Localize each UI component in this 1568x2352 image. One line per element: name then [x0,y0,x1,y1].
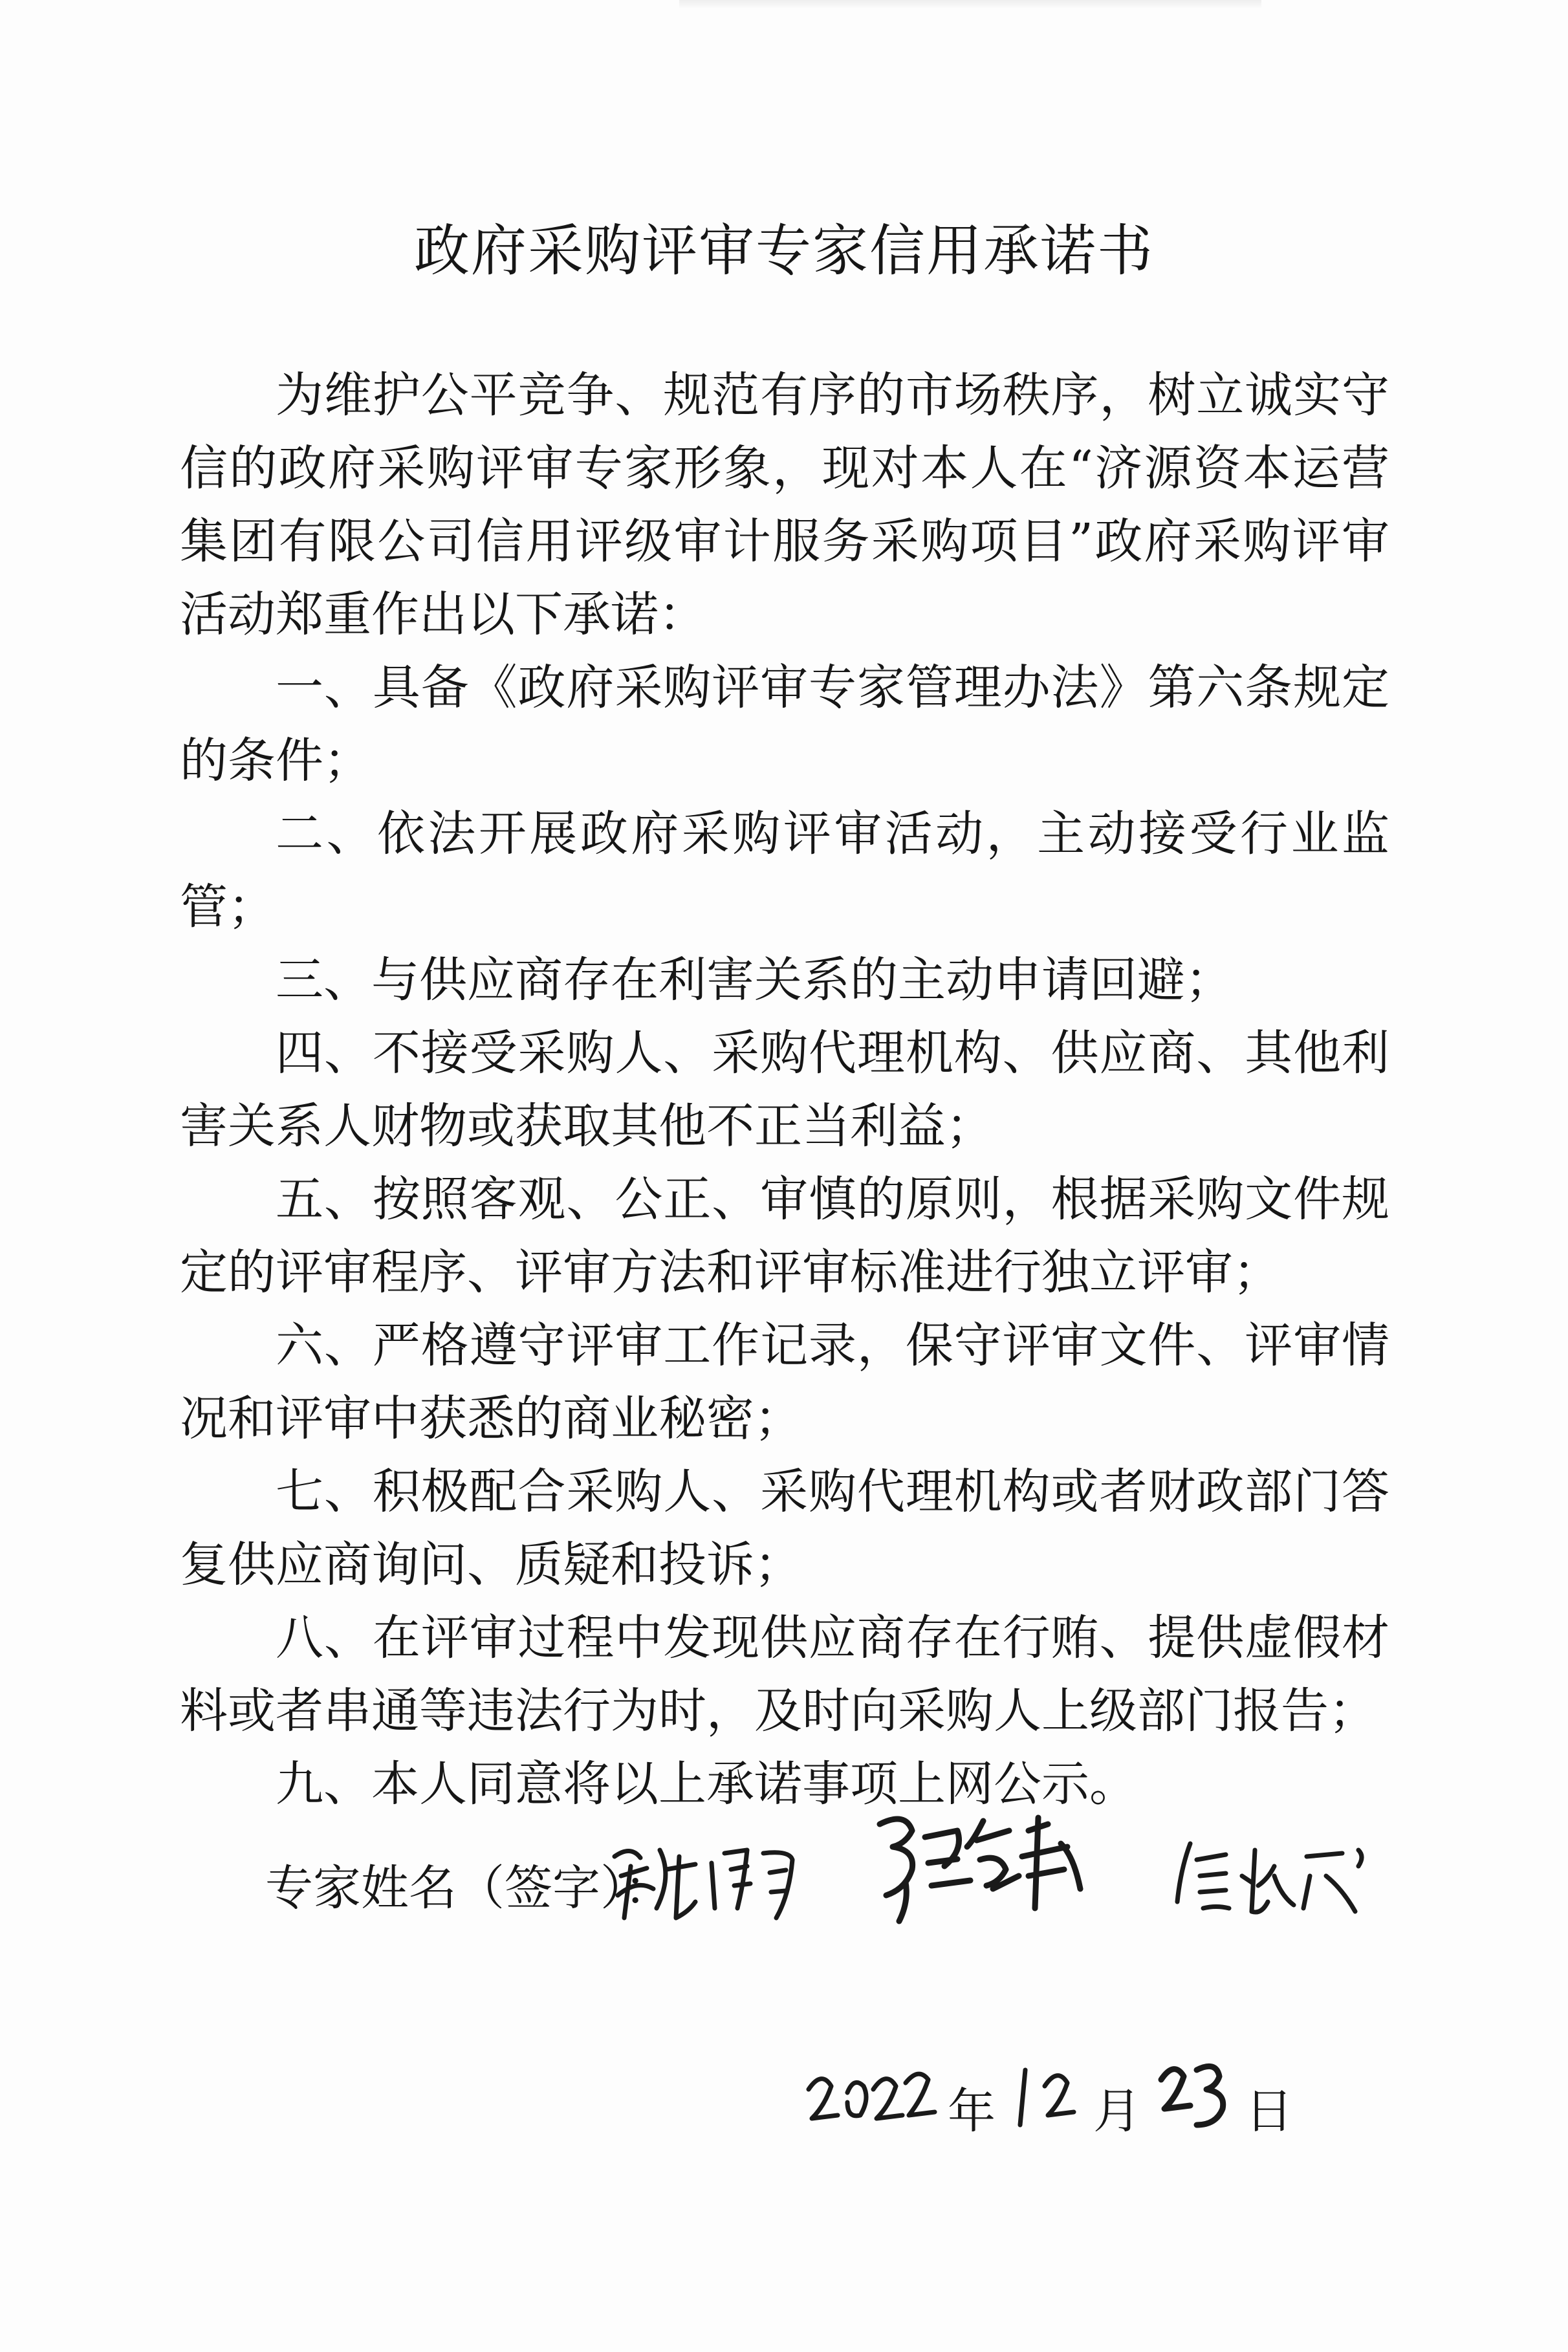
commitment-item-5: 五、按照客观、公正、审慎的原则，根据采购文件规定的评审程序、评审方法和评审标准进行独立评审； [180,1171,1389,1300]
commitment-item-3: 三、与供应商存在利害关系的主动申请回避； [276,952,1233,1008]
signature-label: 专家姓名（签字）： [265,1860,672,1916]
signature-image-3 [1171,1831,1384,1928]
date-year-unit: 年 [948,2084,996,2139]
handwritten-month [1012,2051,1090,2135]
commitment-item-6: 六、严格遵守评审工作记录，保守评审文件、评审情况和评审中获悉的商业秘密； [180,1318,1389,1446]
intro-paragraph: 为维护公平竞争、规范有序的市场秩序，树立诚实守信的政府采购评审专家形象，现对本人在“济源资本运营集团有限公司信用评级审计服务采购项目”政府采购评审活动郑重作出以下承诺： [180,367,1389,642]
handwritten-year [802,2051,944,2135]
document-title: 政府采购评审专家信用承诺书 [414,219,1154,283]
signature-row [265,1805,1430,1928]
commitment-item-4: 四、不接受采购人、采购代理机构、供应商、其他利害关系人财物或获取其他不正当利益； [180,1025,1389,1154]
signature-image-2 [867,1805,1106,1928]
date-month-unit: 月 [1093,2084,1141,2139]
commitment-item-2: 二、依法开展政府采购评审活动，主动接受行业监管； [180,806,1389,935]
commitment-item-8: 八、在评审过程中发现供应商存在行贿、提供虚假材料或者串通等违法行为时，及时向采购人上级部门报告； [180,1610,1389,1739]
date-day-unit: 日 [1245,2084,1293,2139]
date-row [802,2038,1320,2141]
commitment-item-1: 一、具备《政府采购评审专家管理办法》第六条规定的条件； [180,660,1389,789]
handwritten-day [1155,2044,1239,2135]
scan-shadow [679,0,1261,9]
commitment-item-7: 七、积极配合采购人、采购代理机构或者财政部门答复供应商询问、质疑和投诉； [180,1464,1389,1593]
signature-image-1 [602,1831,815,1928]
document-body [180,359,1389,1821]
commitment-item-9: 九、本人同意将以上承诺事项上网公示。 [276,1756,1137,1812]
